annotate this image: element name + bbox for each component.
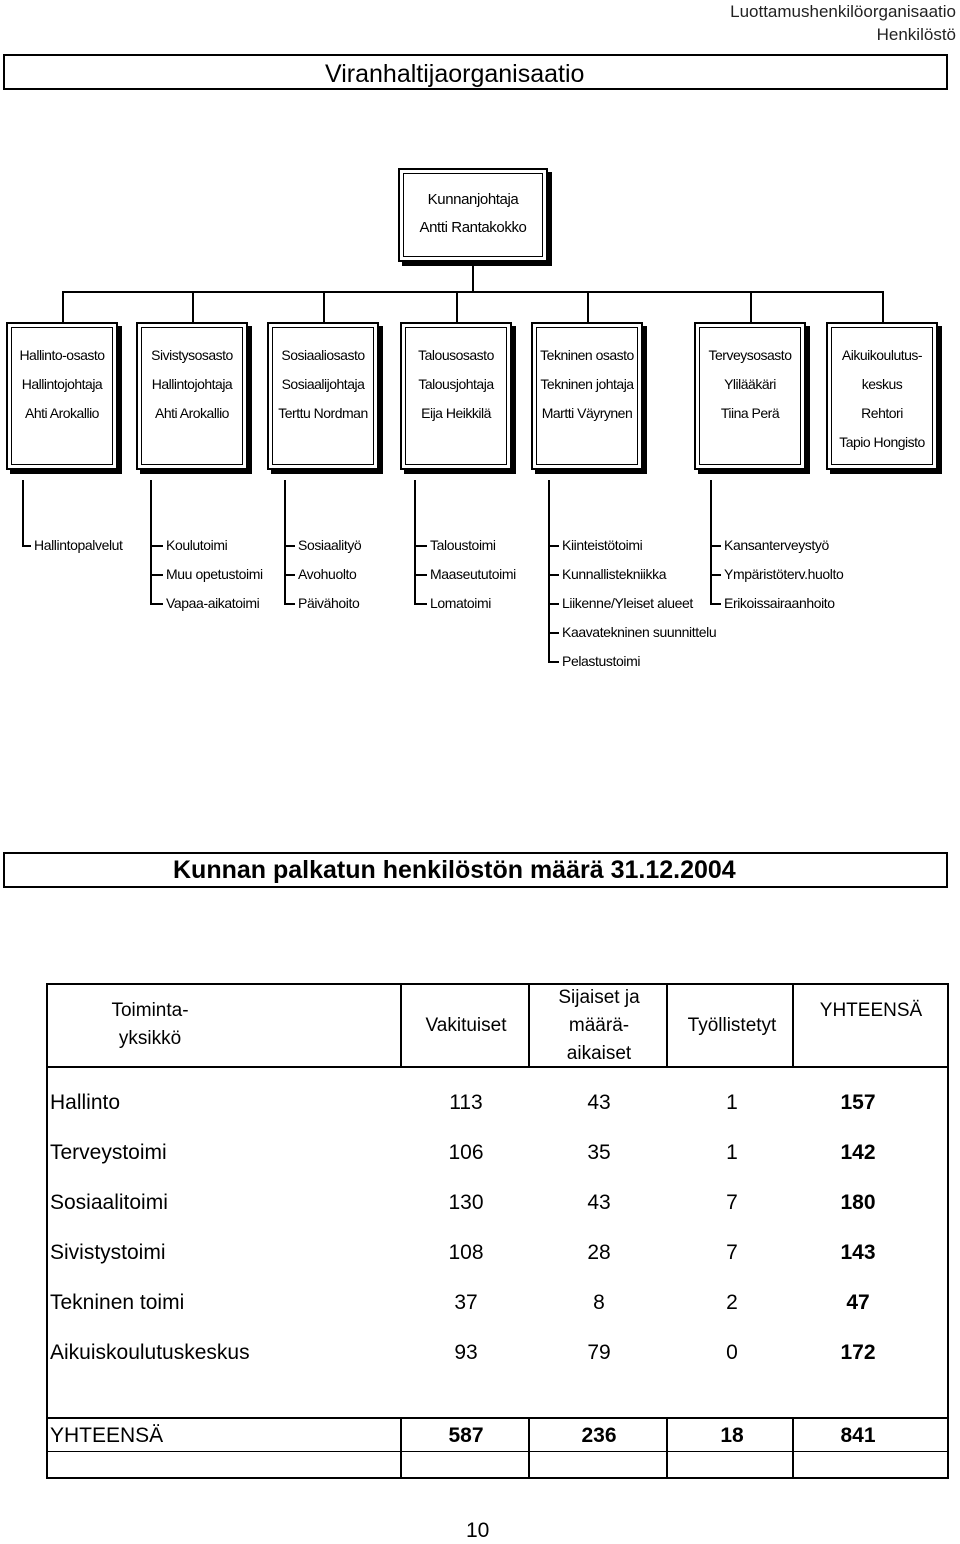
bracket-tick	[548, 545, 559, 547]
row-label: Sivistystoimi	[50, 1241, 166, 1264]
section-title-bar	[3, 852, 948, 888]
total-vakituiset: 587	[448, 1424, 484, 1447]
connector-line	[587, 291, 589, 323]
bracket-tick	[548, 632, 559, 634]
cell-tyollistetyt: 0	[726, 1341, 738, 1364]
unit-label: Kaavatekninen suunnittelu	[562, 624, 717, 640]
connector-line	[62, 291, 883, 293]
department-detail: Hallintojohtaja	[151, 376, 233, 392]
department-box	[694, 322, 806, 470]
bracket-tick	[284, 545, 295, 547]
bracket-tick	[284, 574, 295, 576]
cell-sijaiset: 8	[593, 1291, 605, 1314]
cell-yhteensa: 157	[840, 1091, 876, 1114]
cell-tyollistetyt: 1	[726, 1091, 738, 1114]
page-number: 10	[466, 1519, 490, 1542]
department-box	[531, 322, 643, 470]
bracket-tick	[414, 574, 427, 576]
bracket-tick	[548, 603, 559, 605]
department-detail: Martti Väyrynen	[541, 405, 633, 421]
col-header-tyollistetyt: Työllistetyt	[687, 1015, 777, 1036]
col-header-sijaiset: Sijaiset ja määrä- aikaiset	[558, 987, 640, 1064]
top-manager-name: Antti Rantakokko	[419, 219, 527, 236]
cell-yhteensa: 47	[846, 1291, 870, 1314]
unit-label: Kansanterveystyö	[724, 537, 829, 553]
bracket-line	[414, 480, 416, 603]
cell-sijaiset: 43	[587, 1191, 611, 1214]
row-label: Tekninen toimi	[50, 1291, 185, 1314]
unit-label: Vapaa-aikatoimi	[166, 595, 260, 611]
connector-line	[750, 291, 752, 323]
top-manager-title: Kunnanjohtaja	[427, 191, 519, 208]
unit-label: Avohuolto	[298, 566, 357, 582]
unit-label: Taloustoimi	[430, 537, 496, 553]
row-label: Hallinto	[50, 1091, 121, 1114]
cell-tyollistetyt: 7	[726, 1191, 738, 1214]
connector-line	[323, 291, 325, 323]
department-name: Tekninen osasto	[540, 347, 634, 363]
connector-line	[192, 291, 194, 323]
department-detail: Ylilääkäri	[724, 376, 776, 392]
row-label: Aikuiskoulutuskeskus	[50, 1341, 250, 1364]
department-detail: Rehtori	[861, 405, 903, 421]
cell-sijaiset: 28	[587, 1241, 611, 1264]
unit-label: Pelastustoimi	[562, 653, 641, 669]
header-dept-line: Henkilöstö	[876, 25, 956, 44]
bracket-tick	[710, 574, 721, 576]
department-detail: Talousjohtaja	[418, 376, 494, 392]
cell-vakituiset: 113	[449, 1091, 483, 1114]
department-detail: Sosiaalijohtaja	[281, 376, 365, 392]
department-box	[6, 322, 118, 470]
bracket-tick	[414, 545, 427, 547]
total-yhteensa: 841	[840, 1424, 876, 1447]
cell-yhteensa: 172	[840, 1341, 876, 1364]
department-box	[826, 322, 938, 470]
bracket-tick	[710, 603, 721, 605]
page-title: Viranhaltijaorganisaatio	[325, 60, 585, 88]
bracket-line	[22, 480, 24, 545]
page-title-bar	[3, 54, 948, 90]
cell-sijaiset: 79	[587, 1341, 611, 1364]
cell-vakituiset: 93	[454, 1341, 478, 1364]
row-label: Terveystoimi	[50, 1141, 167, 1164]
bracket-tick	[150, 574, 163, 576]
bracket-tick	[284, 603, 295, 605]
bracket-tick	[548, 661, 559, 663]
cell-sijaiset: 35	[587, 1141, 611, 1164]
col-header-vakituiset: Vakituiset	[425, 1015, 507, 1036]
col-header-unit: Toiminta- yksikkö	[111, 1000, 189, 1049]
cell-sijaiset: 43	[587, 1091, 611, 1114]
department-box	[400, 322, 512, 470]
cell-vakituiset: 108	[448, 1241, 484, 1264]
department-name: Sosiaaliosasto	[281, 347, 365, 363]
department-name: Terveysosasto	[708, 347, 792, 363]
bracket-tick	[414, 603, 427, 605]
department-detail: Ahti Arokallio	[25, 405, 99, 421]
department-name: Hallinto-osasto	[19, 347, 105, 363]
department-box	[267, 322, 379, 470]
department-detail: Hallintojohtaja	[21, 376, 103, 392]
section-title: Kunnan palkatun henkilöstön määrä 31.12.2004	[173, 856, 736, 884]
connector-line	[62, 291, 64, 323]
unit-label: Hallintopalvelut	[34, 537, 123, 553]
unit-label: Erikoissairaanhoito	[724, 595, 835, 611]
connector-line	[472, 266, 474, 292]
unit-label: Muu opetustoimi	[166, 566, 263, 582]
department-name: Talousosasto	[418, 347, 494, 363]
unit-label: Liikenne/Yleiset alueet	[562, 595, 693, 611]
department-name: Aikuikoulutus-	[841, 347, 923, 363]
cell-tyollistetyt: 1	[726, 1141, 738, 1164]
cell-yhteensa: 143	[840, 1241, 876, 1264]
cell-yhteensa: 142	[840, 1141, 876, 1164]
unit-label: Maaseututoimi	[430, 566, 516, 582]
bracket-line	[710, 480, 712, 603]
department-detail: Tiina Perä	[720, 405, 780, 421]
bracket-tick	[710, 545, 721, 547]
bracket-tick	[150, 603, 163, 605]
connector-line	[882, 291, 884, 323]
unit-label: Päivähoito	[298, 595, 360, 611]
bracket-line	[284, 480, 286, 603]
top-manager-box	[398, 168, 548, 262]
department-detail: Terttu Nordman	[278, 405, 368, 421]
cell-vakituiset: 37	[454, 1291, 478, 1314]
cell-tyollistetyt: 2	[726, 1291, 738, 1314]
department-name: Sivistysosasto	[151, 347, 233, 363]
department-detail: keskus	[861, 376, 903, 392]
col-header-yhteensa: YHTEENSÄ	[819, 1000, 923, 1021]
bracket-line	[150, 480, 152, 603]
row-label: Sosiaalitoimi	[50, 1191, 168, 1214]
department-detail: Eija Heikkilä	[421, 405, 491, 421]
bracket-tick	[150, 545, 163, 547]
unit-label: Lomatoimi	[430, 595, 491, 611]
cell-yhteensa: 180	[840, 1191, 876, 1214]
unit-label: Sosiaalityö	[298, 537, 362, 553]
department-box	[136, 322, 248, 470]
bracket-tick	[22, 545, 31, 547]
header-org-line: Luottamushenkilöorganisaatio	[730, 2, 956, 21]
unit-label: Koulutoimi	[166, 537, 228, 553]
cell-vakituiset: 106	[448, 1141, 484, 1164]
cell-tyollistetyt: 7	[726, 1241, 738, 1264]
department-detail: Tapio Hongisto	[839, 434, 925, 450]
unit-label: Kunnallistekniikka	[562, 566, 667, 582]
bracket-tick	[548, 574, 559, 576]
unit-label: Kiinteistötoimi	[562, 537, 643, 553]
cell-vakituiset: 130	[448, 1191, 484, 1214]
unit-label: Ympäristöterv.huolto	[724, 566, 844, 582]
department-detail: Tekninen johtaja	[540, 376, 634, 392]
total-sijaiset: 236	[581, 1424, 617, 1447]
total-label: YHTEENSÄ	[50, 1424, 164, 1447]
department-detail: Ahti Arokallio	[155, 405, 229, 421]
total-tyollistetyt: 18	[720, 1424, 744, 1447]
connector-line	[456, 291, 458, 323]
